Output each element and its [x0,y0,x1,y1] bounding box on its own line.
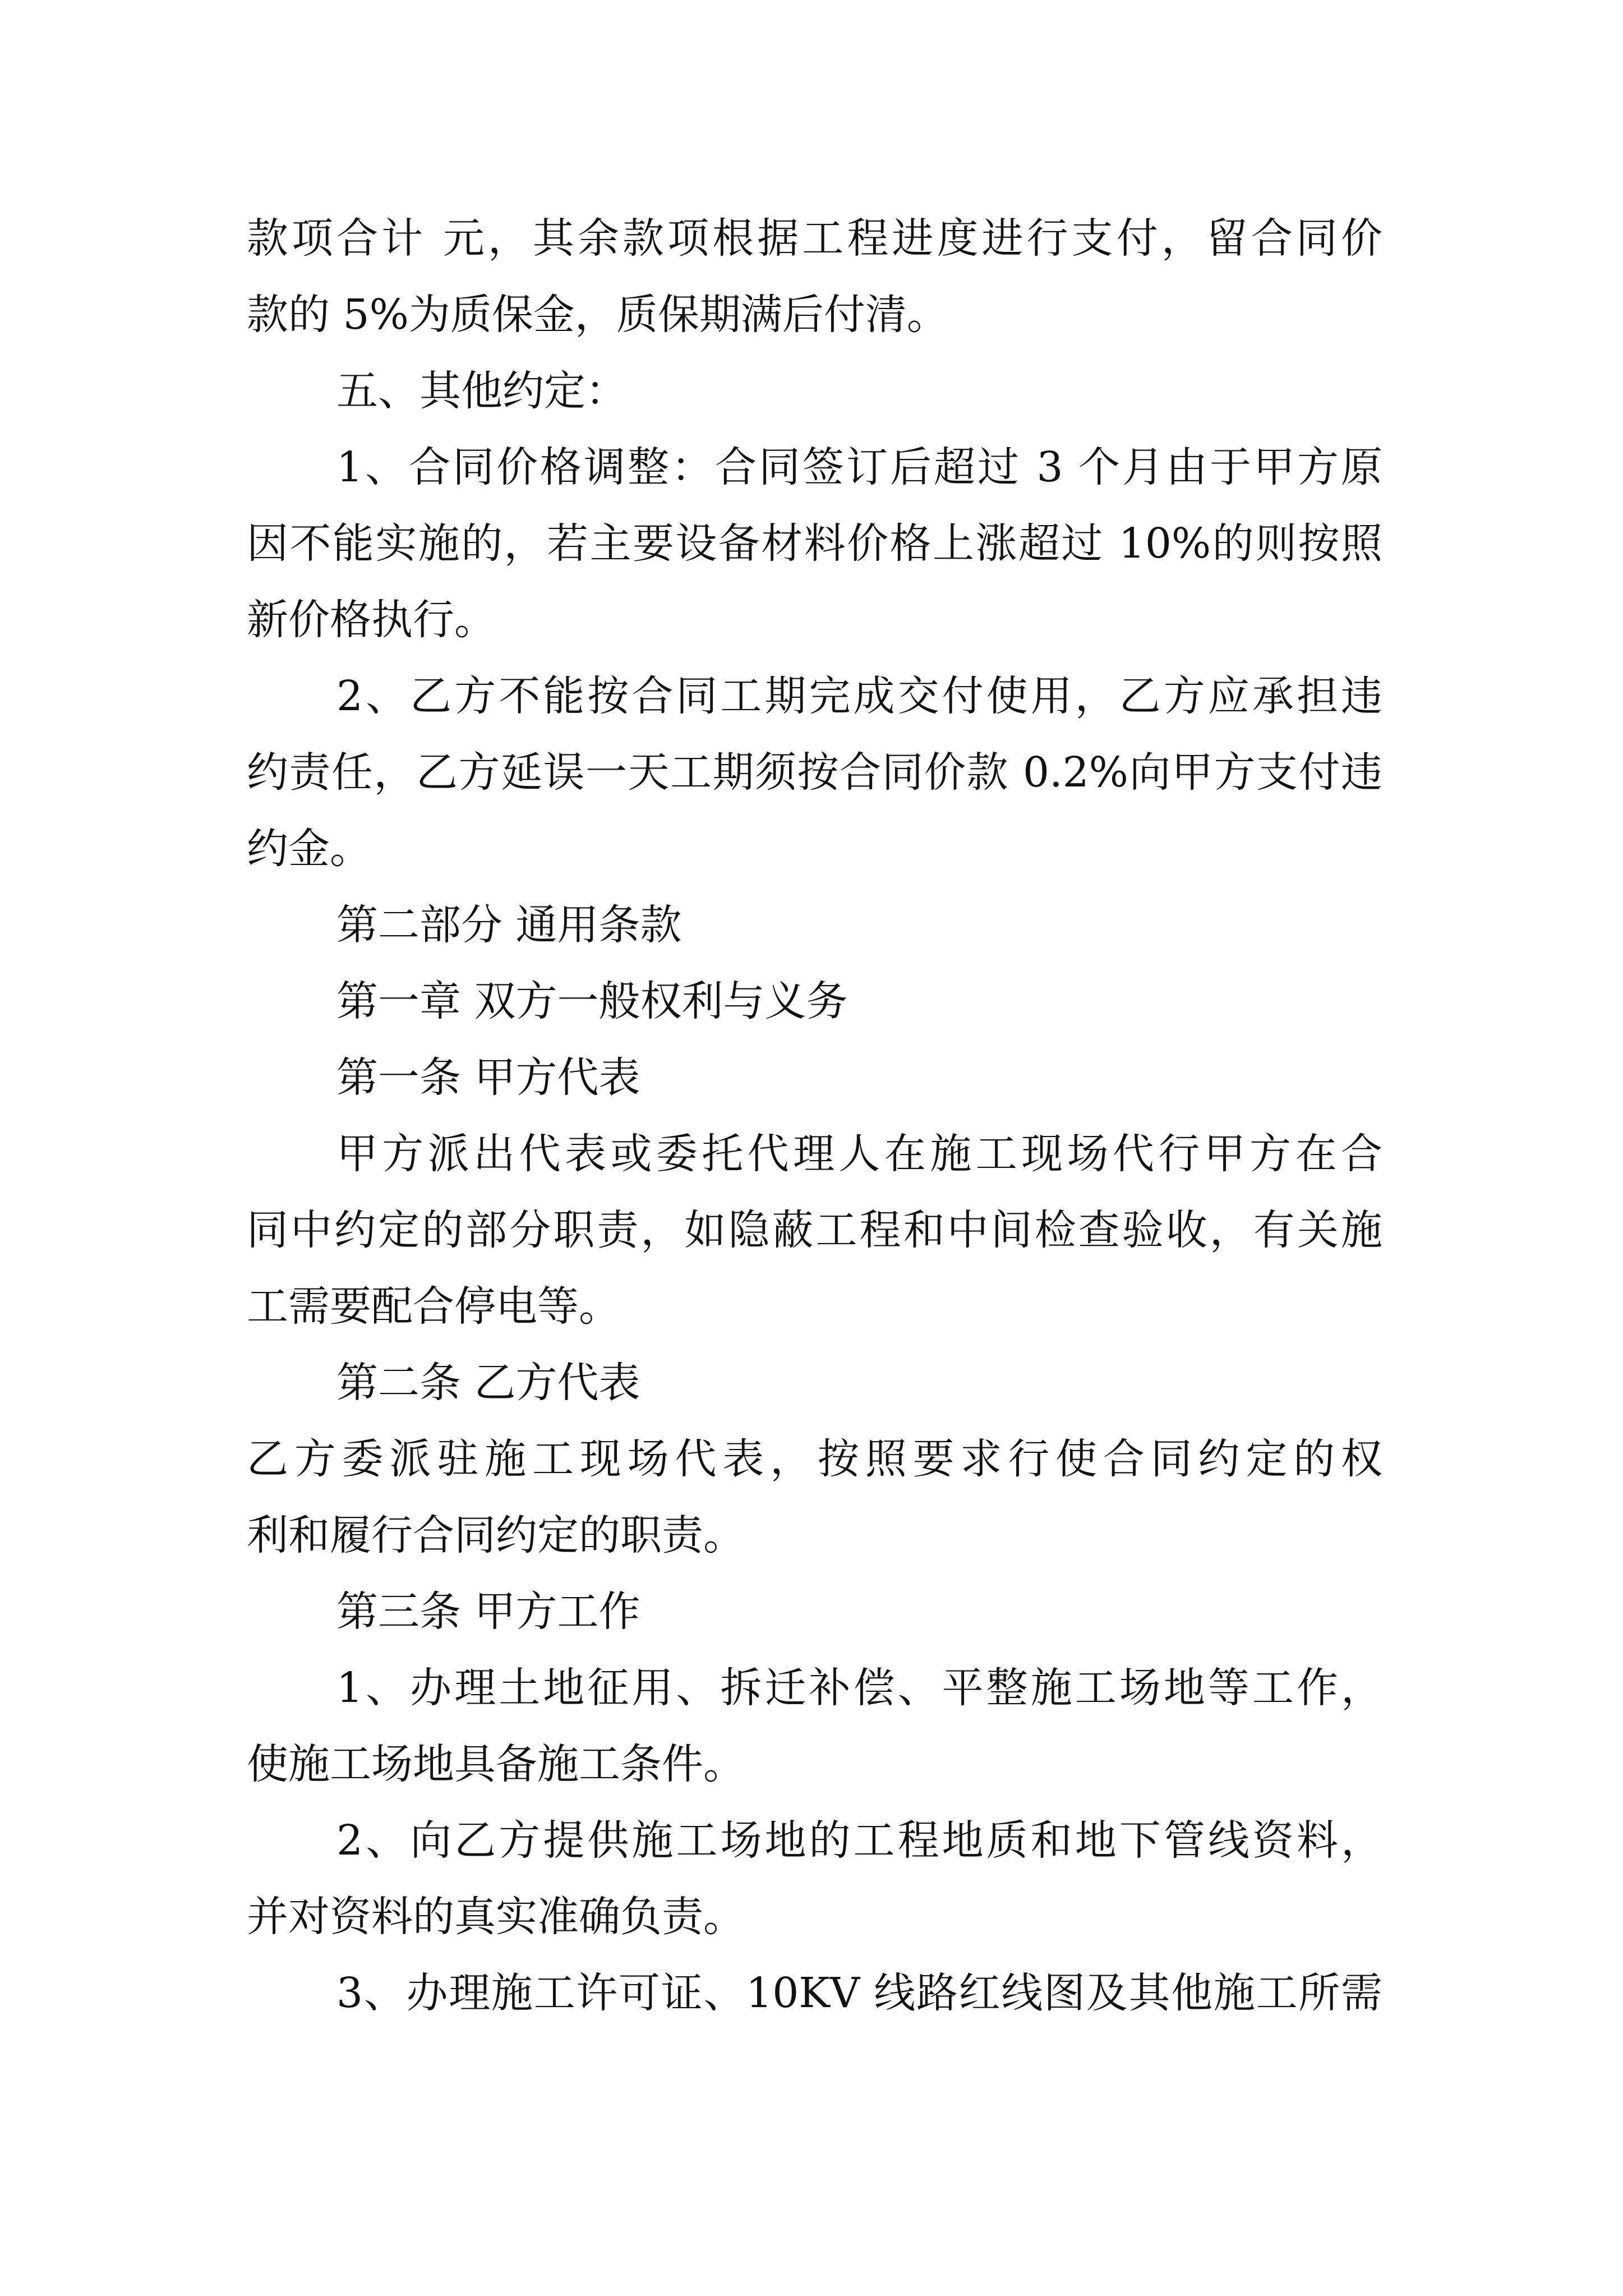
text-line: 新价格执行。 [247,596,496,644]
text-line: 并对资料的真实准确负责。 [247,1893,745,1941]
text-line: 1、合同价格调整：合同签订后超过 3 个月由于甲方原 [336,443,1382,491]
text-line: 1、办理土地征用、拆迁补偿、平整施工场地等工作， [336,1664,1382,1712]
text-line: 2、乙方不能按合同工期完成交付使用，乙方应承担违 [336,672,1382,720]
text-line: 约金。 [247,825,371,873]
text-line: 约责任，乙方延误一天工期须按合同价款 0.2%向甲方支付违 [247,748,1382,797]
text-line: 甲方派出代表或委托代理人在施工现场代行甲方在合 [336,1130,1382,1178]
chapter-heading: 第一章 双方一般权利与义务 [336,977,848,1025]
article-heading: 第三条 甲方工作 [336,1588,640,1636]
article-heading: 第二条 乙方代表 [336,1359,640,1407]
text-line: 因不能实施的，若主要设备材料价格上涨超过 10%的则按照 [247,519,1382,568]
text-line: 利和履行合同约定的职责。 [247,1511,745,1559]
text-line: 同中约定的部分职责，如隐蔽工程和中间检查验收，有关施 [247,1206,1382,1254]
text-line: 款项合计 元，其余款项根据工程进度进行支付，留合同价 [247,214,1382,263]
text-line: 3、办理施工许可证、10KV 线路红线图及其他施工所需 [336,1969,1382,2017]
section-heading: 五、其他约定： [336,367,627,415]
part-heading: 第二部分 通用条款 [336,901,682,949]
text-line: 款的 5%为质保金，质保期满后付清。 [247,291,948,339]
text-line: 工需要配合停电等。 [247,1282,620,1331]
text-line: 2、向乙方提供施工场地的工程地质和地下管线资料， [336,1816,1382,1865]
text-line: 乙方委派驻施工现场代表，按照要求行使合同约定的权 [247,1435,1382,1483]
article-heading: 第一条 甲方代表 [336,1053,640,1102]
text-line: 使施工场地具备施工条件。 [247,1740,745,1788]
